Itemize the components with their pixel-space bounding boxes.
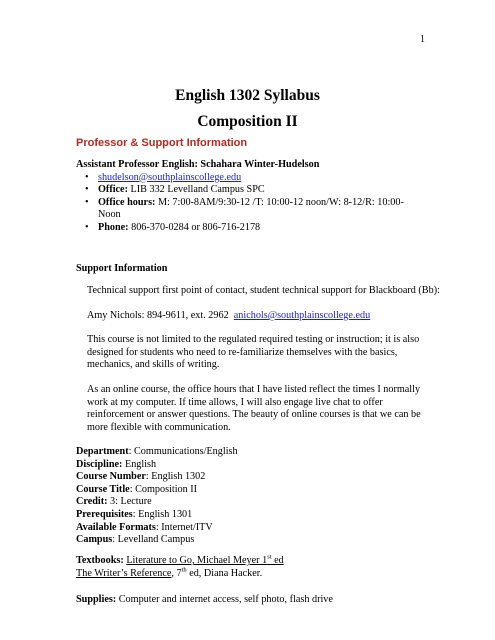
info-value: Communications/English bbox=[134, 446, 238, 457]
support-email-link[interactable]: anichols@southplainscollege.edu bbox=[233, 310, 371, 321]
info-label: Discipline: bbox=[76, 458, 123, 470]
professor-contact-list bbox=[76, 172, 426, 235]
document-subtitle: Composition II bbox=[197, 113, 298, 130]
supplies bbox=[76, 594, 426, 607]
info-sep: : bbox=[132, 508, 139, 520]
info-value: Internet/ITV bbox=[161, 521, 213, 533]
support-heading: Support Information bbox=[76, 263, 168, 274]
support-contact bbox=[87, 310, 442, 323]
textbook-2-title: The Writer’s Reference bbox=[76, 567, 172, 579]
supplies-label: Supplies: bbox=[76, 594, 117, 605]
course-info-row bbox=[76, 509, 426, 522]
course-info-row bbox=[76, 459, 426, 472]
tech-support-text: Technical support first point of contact, student technical support for Blackboard (Bb): bbox=[87, 285, 440, 296]
course-info-row bbox=[76, 484, 426, 497]
textbook-2-end: ed, Diana Hacker. bbox=[186, 567, 263, 579]
textbook-2-sup: th bbox=[181, 566, 187, 574]
list-item bbox=[76, 197, 426, 222]
support-contact-text: Amy Nichols: 894-9611, ext. 2962 bbox=[87, 310, 229, 321]
professor-section-heading: Professor & Support Information bbox=[76, 137, 248, 149]
textbook-1-tail: ed bbox=[271, 555, 284, 566]
info-label: Department bbox=[76, 446, 129, 457]
course-info-row bbox=[76, 496, 426, 509]
info-sep: : bbox=[128, 446, 135, 457]
office-value: LIB 332 Levelland Campus SPC bbox=[127, 184, 265, 196]
course-description-paragraph: This course is not limited to the regulated required testing or instruction; it is also designed for students who need to re-familiarize themselves with the basics, mechanics, and skills of writing. bbox=[87, 334, 420, 371]
office-hours-label: Office hours: bbox=[98, 196, 156, 208]
textbook-1 bbox=[126, 555, 283, 566]
office-label: Office: bbox=[98, 184, 128, 196]
textbook-2-tail: , 7 bbox=[171, 567, 182, 579]
textbooks bbox=[76, 555, 426, 580]
textbooks-line-2 bbox=[76, 568, 426, 581]
info-value: English 1302 bbox=[151, 471, 206, 483]
info-label: Prerequisites bbox=[76, 508, 133, 520]
textbooks-line-1: Textbooks: Literature to Go, Michael Meyer 1st ed bbox=[76, 553, 284, 566]
course-info-row bbox=[76, 522, 426, 535]
info-label: Course Number bbox=[76, 471, 146, 483]
course-info bbox=[76, 446, 426, 547]
document-title: English 1302 Syllabus bbox=[175, 87, 320, 104]
office-hours-value: M: 7:00-8AM/9:30-12 /T: 10:00-12 noon/W: 8-12/R: 10:00-Noon bbox=[98, 196, 404, 221]
info-sep: : bbox=[145, 471, 152, 483]
info-sep: : bbox=[155, 521, 162, 533]
info-value: English bbox=[124, 458, 157, 470]
phone-label: Phone: bbox=[98, 221, 129, 233]
info-label: Course Title bbox=[76, 483, 130, 495]
textbooks-label: Textbooks bbox=[76, 555, 121, 566]
professor-info bbox=[76, 159, 426, 235]
professor-email-link[interactable]: shudelson@southplainscollege.edu bbox=[98, 171, 242, 183]
course-info-row bbox=[76, 534, 426, 547]
info-label: Available Formats bbox=[76, 521, 156, 533]
online-course-paragraph: As an online course, the office hours that I have listed reflect the times I normally work at my computer. If time allows, I will also engage live chat to offer reinforcement or answer questions. The beauty of online courses is that we can be more flexible with communication. bbox=[87, 384, 421, 433]
info-sep: : bbox=[112, 534, 118, 546]
course-info-row bbox=[76, 446, 426, 459]
professor-name: Assistant Professor English: Schahara Winter-Hudelson bbox=[76, 159, 320, 170]
info-label: Credit: bbox=[76, 496, 108, 508]
course-info-row bbox=[76, 471, 426, 484]
info-sep: : bbox=[129, 483, 136, 495]
info-value: Composition II bbox=[135, 483, 198, 495]
phone-value: 806-370-0284 or 806-716-2178 bbox=[128, 221, 261, 233]
page-number: 1 bbox=[420, 34, 425, 45]
textbook-1-title: Literature to Go, Michael Meyer 1 bbox=[126, 555, 268, 566]
supplies-value: Computer and internet access, self photo, flash drive bbox=[116, 594, 333, 605]
textbook-1-sup: st bbox=[267, 553, 272, 561]
info-value: Levelland Campus bbox=[117, 534, 195, 546]
info-value: English 1301 bbox=[138, 508, 193, 520]
list-item bbox=[76, 172, 426, 185]
info-value: 3: Lecture bbox=[110, 496, 152, 508]
list-item bbox=[76, 222, 426, 235]
list-item bbox=[76, 184, 426, 197]
info-label: Campus bbox=[76, 534, 113, 546]
